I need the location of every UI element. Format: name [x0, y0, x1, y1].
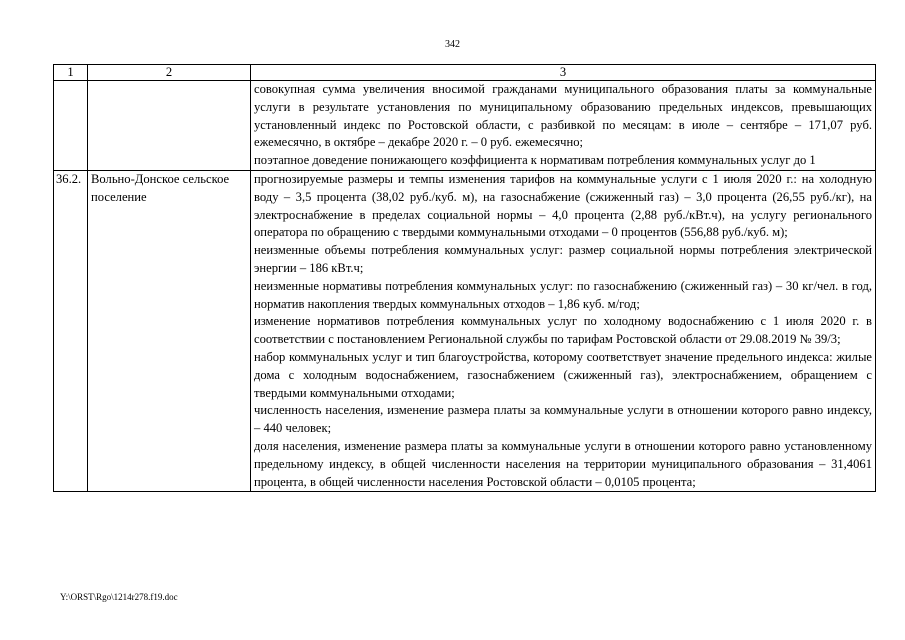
description-paragraph: изменение нормативов потребления коммунальных услуг по холодному водоснабжению с 1 июля 2020 г. в соответствии с постановлением Региональной службы по тарифам Ростовской области от 29.08.2019 № 39/3;	[254, 314, 872, 347]
description-paragraph: неизменные нормативы потребления коммунальных услуг: по газоснабжению (сжиженный газ) – 30 кг/чел. в год, норматив накопления твердых коммунальных отходов – 1,86 куб. м/год;	[254, 278, 872, 311]
page-number: 342	[445, 39, 460, 50]
description-cell	[251, 81, 876, 171]
column-number-3: 3	[251, 65, 876, 81]
table-row	[54, 170, 876, 491]
municipality-name-cell	[88, 81, 251, 171]
description-paragraph: доля населения, изменение размера платы за коммунальные услуги в отношении которого равно установленному предельному индексу, в общей численности населения на территории муниципального образования – 31,4061 процента, в общей численности населения Ростовской области – 0,0105 процента;	[254, 438, 872, 489]
column-number-2: 2	[88, 65, 251, 81]
row-number-cell	[54, 81, 88, 171]
municipality-name-cell: Вольно-Донское сельское поселение	[88, 170, 251, 491]
description-cell	[251, 170, 876, 491]
document-table	[53, 64, 876, 492]
document-file-path: Y:\ORST\Rgo\1214r278.f19.doc	[60, 592, 178, 602]
description-paragraph: неизменные объемы потребления коммунальных услуг: размер социальной нормы потребления электрической энергии – 186 кВт.ч;	[254, 243, 872, 275]
column-number-1: 1	[54, 65, 88, 81]
description-paragraph: совокупная сумма увеличения вносимой гражданами муниципального образования платы за коммунальные услуги в результате установления по муниципальному образованию предельных индексов, превышающих установленный индекс по Ростовской области, с разбивкой по месяцам: в июле – сентябре – 171,07 руб. ежемесячно, в октябре – декабре 2020 г. – 0 руб. ежемесячно;	[254, 82, 872, 150]
table-row	[54, 81, 876, 171]
table-header-row	[54, 65, 876, 81]
description-paragraph: численность населения, изменение размера платы за коммунальные услуги в отношении которого равно индексу, – 440 человек;	[254, 403, 872, 436]
description-paragraph: прогнозируемые размеры и темпы изменения тарифов на коммунальные услуги с 1 июля 2020 г.: на холодную воду – 3,5 процента (38,02 руб./куб. м), на газоснабжение (сжиженный газ) – 3,0 процента (26,55 руб./кг), на электроснабжение в пределах социальной нормы – 4,0 процента (2,88 руб./кВт.ч), на услугу регионального оператора по обращению с твердыми коммунальными отходами – 0 процентов (556,88 руб./куб. м);	[254, 171, 872, 240]
row-number-cell: 36.2.	[54, 170, 88, 491]
description-paragraph: поэтапное доведение понижающего коэффициента к нормативам потребления коммунальных услуг до 1	[254, 153, 816, 168]
description-paragraph: набор коммунальных услуг и тип благоустройства, которому соответствует значение предельного индекса: жилые дома с холодным водоснабжением, газоснабжением (сжиженный газ), электроснабжением, обращением с твердыми коммунальными отходами;	[254, 349, 872, 400]
